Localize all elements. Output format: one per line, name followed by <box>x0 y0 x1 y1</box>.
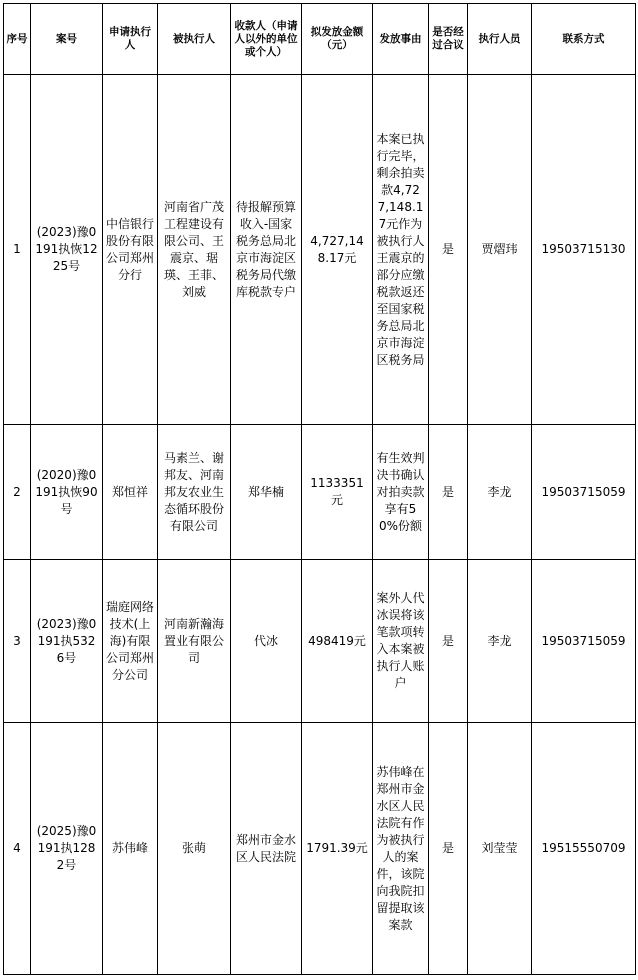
cell-meeting: 是 <box>429 723 468 975</box>
cell-meeting: 是 <box>429 75 468 425</box>
table-row <box>4 723 636 975</box>
cell-reason: 苏伟峰在郑州市金水区人民法院有作为被执行人的案件，该院向我院扣留提取该案款 <box>373 723 429 975</box>
cell-meeting: 是 <box>429 560 468 723</box>
header-contact: 联系方式 <box>532 4 636 75</box>
cell-meeting: 是 <box>429 425 468 560</box>
header-payee: 收款人（申请人以外的单位或个人） <box>231 4 302 75</box>
cell-reason: 有生效判决书确认对拍卖款享有50%份额 <box>373 425 429 560</box>
header-respondent: 被执行人 <box>158 4 231 75</box>
header-row <box>4 4 636 75</box>
cell-amount: 1791.39元 <box>302 723 373 975</box>
cell-seq: 2 <box>4 425 31 560</box>
cell-officer: 贾熠玮 <box>468 75 532 425</box>
header-officer: 执行人员 <box>468 4 532 75</box>
cell-officer: 刘莹莹 <box>468 723 532 975</box>
cell-case-no: (2020)豫0191执恢90号 <box>31 425 103 560</box>
cell-amount: 498419元 <box>302 560 373 723</box>
cell-applicant: 郑恒祥 <box>103 425 158 560</box>
cell-contact: 19515550709 <box>532 723 636 975</box>
cell-officer: 李龙 <box>468 560 532 723</box>
cell-reason: 本案已执行完毕，剩余拍卖款4,727,148.17元作为被执行人王震京的部分应缴税款返还至国家税务总局北京市海淀区税务局 <box>373 75 429 425</box>
cell-respondent: 马素兰、谢邦友、河南邦友农业生态循环股份有限公司 <box>158 425 231 560</box>
cell-payee: 郑华楠 <box>231 425 302 560</box>
cell-applicant: 瑞庭网络技术(上海)有限公司郑州分公司 <box>103 560 158 723</box>
cell-reason: 案外人代冰误将该笔款项转入本案被执行人账户 <box>373 560 429 723</box>
cell-amount: 4,727,148.17元 <box>302 75 373 425</box>
cell-respondent: 张萌 <box>158 723 231 975</box>
cell-case-no: (2023)豫0191执5326号 <box>31 560 103 723</box>
cell-respondent: 河南新瀚海置业有限公司 <box>158 560 231 723</box>
header-amount: 拟发放金额（元） <box>302 4 373 75</box>
cell-seq: 4 <box>4 723 31 975</box>
cell-applicant: 中信银行股份有限公司郑州分行 <box>103 75 158 425</box>
cell-applicant: 苏伟峰 <box>103 723 158 975</box>
header-meeting: 是否经过合议 <box>429 4 468 75</box>
cell-payee: 郑州市金水区人民法院 <box>231 723 302 975</box>
header-seq: 序号 <box>4 4 31 75</box>
cell-contact: 19503715059 <box>532 425 636 560</box>
table-row <box>4 75 636 425</box>
cell-case-no: (2025)豫0191执1282号 <box>31 723 103 975</box>
header-case-no: 案号 <box>31 4 103 75</box>
cell-case-no: (2023)豫0191执恢1225号 <box>31 75 103 425</box>
cell-respondent: 河南省广茂工程建设有限公司、王震京、琚瑛、王菲、刘威 <box>158 75 231 425</box>
table-row <box>4 560 636 723</box>
cell-contact: 19503715130 <box>532 75 636 425</box>
cell-seq: 1 <box>4 75 31 425</box>
cell-officer: 李龙 <box>468 425 532 560</box>
header-applicant: 申请执行人 <box>103 4 158 75</box>
cell-seq: 3 <box>4 560 31 723</box>
table-row <box>4 425 636 560</box>
cell-payee: 代冰 <box>231 560 302 723</box>
enforcement-payout-table <box>3 3 636 975</box>
cell-payee: 待报解预算收入-国家税务总局北京市海淀区税务局代缴库税款专户 <box>231 75 302 425</box>
cell-contact: 19503715059 <box>532 560 636 723</box>
cell-amount: 1133351元 <box>302 425 373 560</box>
header-reason: 发放事由 <box>373 4 429 75</box>
